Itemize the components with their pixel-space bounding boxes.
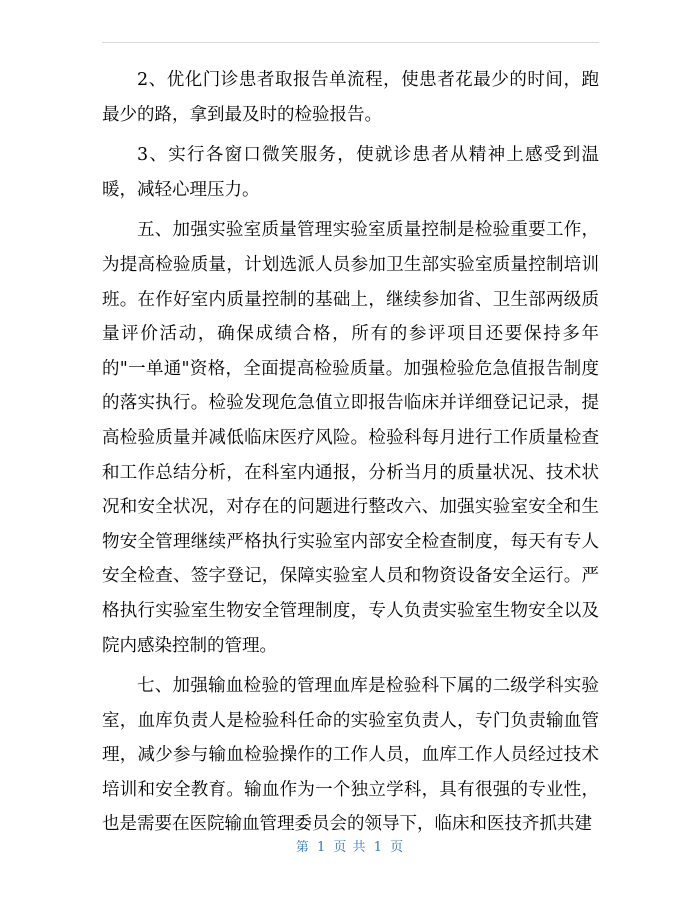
footer-page-number: 1 [317, 840, 327, 855]
document-body [102, 63, 599, 848]
footer-suffix: 页 [390, 840, 405, 855]
page-footer [0, 836, 700, 855]
footer-middle: 页 共 [333, 840, 367, 855]
paragraph-blood-transfusion: 七、加强输血检验的管理血库是检验科下属的二级学科实验室，血库负责人是检验科任命的实验室负责人，专门负责输血管理，减少参与输血检验操作的工作人员，血库工作人员经过技术培训和安全教育。输血作为一个独立学科，具有很强的专业性，也是需要在医院输血管理委员会的领导下，临床和医技齐抓共建 [102, 676, 599, 835]
paragraph-outpatient-report: 2、优化门诊患者取报告单流程，使患者花最少的时间，跑最少的路，拿到最及时的检验报告。 [102, 70, 599, 125]
footer-prefix: 第 [295, 840, 310, 855]
footer-total-pages: 1 [373, 840, 383, 855]
paragraph-smile-service: 3、实行各窗口微笑服务，使就诊患者从精神上感受到温暖，减轻心理压力。 [102, 145, 599, 200]
header-rule [102, 42, 599, 43]
paragraph-quality-management: 五、加强实验室质量管理实验室质量控制是检验重要工作，为提高检验质量，计划选派人员参加卫生部实验室质量控制培训班。在作好室内质量控制的基础上，继续参加省、卫生部两级质量评价活动，确保成绩合格，所有的参评项目还要保持多年的"一单通"资格，全面提高检验质量。加强检验危急值报告制度的落实执行。检验发现危急值立即报告临床并详细登记记录，提高检验质量并减低临床医疗风险。检验科每月进行工作质量检查和工作总结分析，在科室内通报，分析当月的质量状况、技术状况和安全状况，对存在的问题进行整改六、加强实验室安全和生物安全管理继续严格执行实验室内部安全检查制度，每天有专人安全检查、签字登记，保障实验室人员和物资设备安全运行。严格执行实验室生物安全管理制度，专人负责实验室生物安全以及院内感染控制的管理。 [102, 220, 599, 656]
